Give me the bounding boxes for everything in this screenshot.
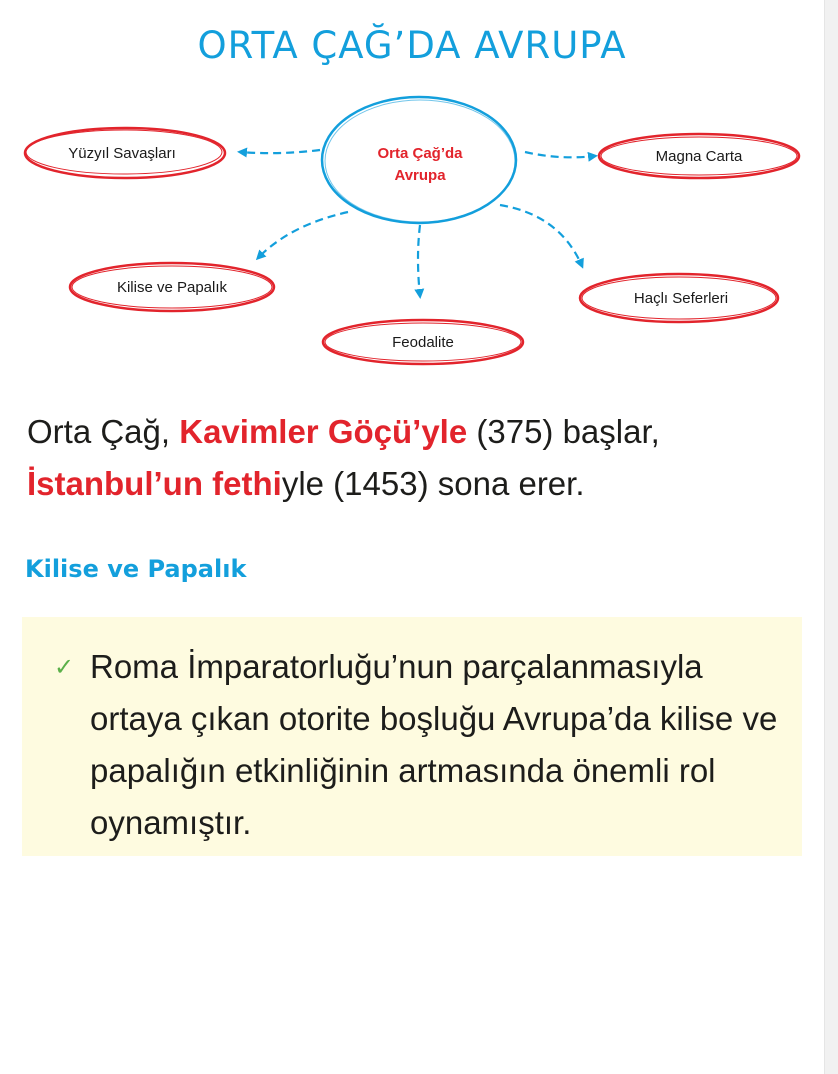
mind-map-node-yuzyil xyxy=(25,128,225,178)
center-label-line1: Orta Çağ’da xyxy=(377,145,463,162)
mind-map-node-kilise xyxy=(70,263,274,311)
kavimler-gocu-emphasis: Kavimler Göçü’yle xyxy=(179,413,468,450)
check-icon: ✓ xyxy=(54,654,75,681)
node-label-kilise: Kilise ve Papalık xyxy=(116,279,228,296)
connector-hacli xyxy=(500,205,582,266)
istanbul-fethi-emphasis: İstanbul’un fethi xyxy=(27,465,282,502)
mind-map-node-magna xyxy=(599,134,799,178)
mind-map xyxy=(0,0,838,380)
intro-text-1: Orta Çağ, xyxy=(27,413,180,450)
connector-kilise xyxy=(258,212,348,258)
mind-map-node-hacli xyxy=(580,274,778,322)
mind-map-center xyxy=(322,97,516,223)
intro-text-2: (375) başlar, xyxy=(467,413,660,450)
connector-feodalite xyxy=(418,225,420,296)
node-label-magna: Magna Carta xyxy=(655,148,743,165)
node-label-feodalite: Feodalite xyxy=(392,334,454,351)
mind-map-node-feodalite xyxy=(323,320,523,364)
connector-yuzyil xyxy=(240,150,320,153)
center-label-line2: Avrupa xyxy=(394,167,446,184)
right-edge-strip xyxy=(824,0,838,1074)
note-text: Roma İmparatorluğu’nun parçalanmasıyla ortaya çıkan otorite boşluğu Avrupa’da kilise ve papalığın etkinliğinin artmasında önemli rol oynamıştır. xyxy=(90,648,778,841)
page-title: ORTA ÇAĞ’DA AVRUPA xyxy=(197,24,627,67)
section-heading: Kilise ve Papalık xyxy=(25,555,247,583)
node-label-yuzyil: Yüzyıl Savaşları xyxy=(68,145,176,162)
node-label-hacli: Haçlı Seferleri xyxy=(633,290,729,307)
connector-magna xyxy=(525,152,595,157)
intro-paragraph xyxy=(27,406,807,510)
note-box xyxy=(22,617,802,856)
intro-text-3: yle (1453) sona erer. xyxy=(281,465,585,502)
